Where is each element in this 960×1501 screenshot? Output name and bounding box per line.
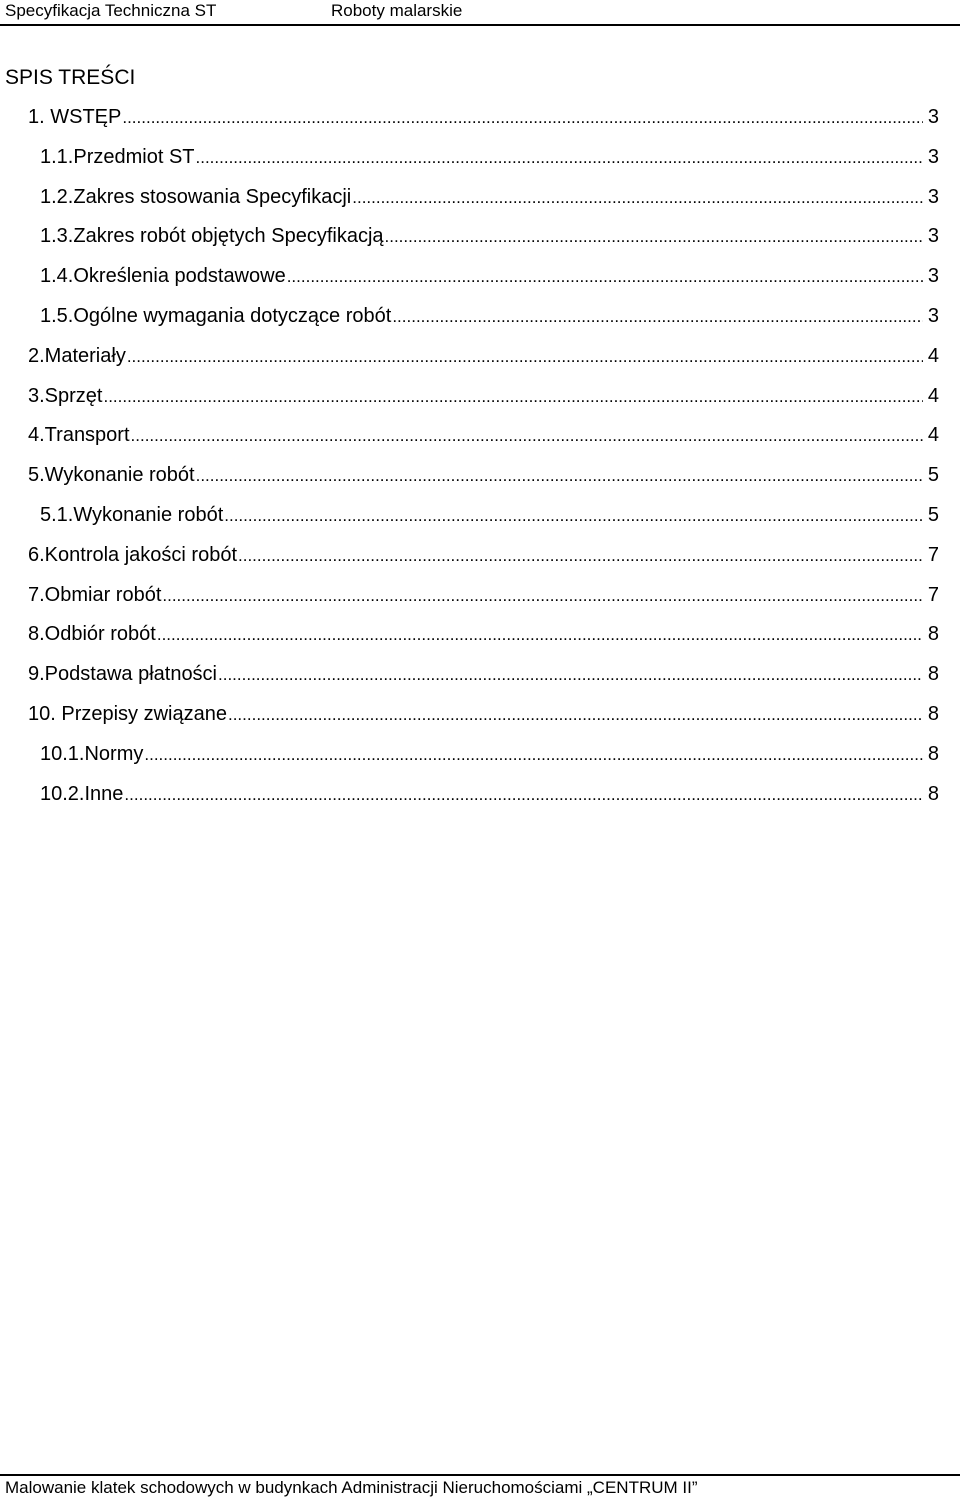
toc-entry-10-2[interactable] xyxy=(0,780,960,820)
toc-entry-page: 3 xyxy=(927,225,939,248)
toc-entry-8[interactable] xyxy=(0,620,960,660)
toc-entry-label: 7.Obmiar robót xyxy=(28,583,162,606)
toc-leader-dots xyxy=(157,621,923,649)
toc-entry-label: 1. WSTĘP xyxy=(28,106,122,128)
toc-entry-page: 3 xyxy=(927,304,939,327)
toc-entry-label: 3.Sprzęt xyxy=(28,384,103,407)
toc-leader-dots xyxy=(131,422,923,450)
toc-entry-page: 7 xyxy=(927,583,939,606)
toc-entry-label: 10. Przepisy związane xyxy=(28,702,227,725)
toc-entry-label: 1.3.Zakres robót objętych Specyfikacją xyxy=(40,225,384,248)
toc-entry-label: 8.Odbiór robót xyxy=(28,623,156,646)
toc-entry-5[interactable] xyxy=(0,461,960,501)
header-section-title: Roboty malarskie xyxy=(331,1,463,20)
toc-entry-page: 4 xyxy=(927,424,939,447)
toc-leader-dots xyxy=(103,383,922,411)
toc-entry-3[interactable] xyxy=(0,382,960,422)
toc-entry-5-1[interactable] xyxy=(0,501,960,541)
toc-leader-dots xyxy=(196,144,923,172)
toc-entry-page: 8 xyxy=(927,742,939,765)
toc-entry-page: 4 xyxy=(927,384,939,407)
toc-entry-1[interactable] xyxy=(0,103,960,143)
toc-entry-label: 1.2.Zakres stosowania Specyfikacji xyxy=(40,185,352,208)
toc-leader-dots xyxy=(196,462,923,490)
toc-entry-page: 8 xyxy=(927,623,939,646)
toc-leader-dots xyxy=(218,661,923,689)
toc-entry-10-1[interactable] xyxy=(0,740,960,780)
toc-entry-page: 7 xyxy=(927,543,939,566)
toc-leader-dots xyxy=(144,741,923,769)
toc-entry-page: 3 xyxy=(927,106,939,128)
toc-entry-6[interactable] xyxy=(0,541,960,581)
toc-entry-label: 5.1.Wykonanie robót xyxy=(40,503,224,526)
toc-entry-label: 6.Kontrola jakości robót xyxy=(28,543,238,566)
toc-entry-1-2[interactable] xyxy=(0,183,960,223)
toc-entry-2[interactable] xyxy=(0,342,960,382)
toc-entry-4[interactable] xyxy=(0,421,960,461)
toc-entry-label: 5.Wykonanie robót xyxy=(28,464,195,487)
toc-leader-dots xyxy=(228,701,923,729)
toc-entry-7[interactable] xyxy=(0,581,960,621)
toc-entry-page: 3 xyxy=(927,265,939,288)
toc-title[interactable]: SPIS TREŚCI xyxy=(5,66,136,89)
toc-entry-label: 1.5.Ogólne wymagania dotyczące robót xyxy=(40,304,392,327)
toc-entry-1-1[interactable] xyxy=(0,143,960,183)
toc-entry-page: 8 xyxy=(927,663,939,686)
toc-entry-page: 5 xyxy=(927,503,939,526)
toc-leader-dots xyxy=(238,542,923,570)
toc-entry-page: 3 xyxy=(927,185,939,208)
toc-entry-1-5[interactable] xyxy=(0,302,960,342)
toc-entry-page: 4 xyxy=(927,344,939,367)
toc-entry-10[interactable] xyxy=(0,700,960,740)
toc-entry-1-4[interactable] xyxy=(0,262,960,302)
toc-entry-page: 8 xyxy=(927,782,939,805)
toc-entry-9[interactable] xyxy=(0,660,960,700)
toc-leader-dots xyxy=(287,263,923,291)
toc-entry-label: 10.2.Inne xyxy=(40,782,124,805)
toc-leader-dots xyxy=(224,502,923,530)
page-header xyxy=(0,0,960,26)
toc-leader-dots xyxy=(124,781,922,809)
toc-leader-dots xyxy=(122,104,923,132)
toc-leader-dots xyxy=(385,223,923,251)
toc-leader-dots xyxy=(392,303,923,331)
header-document-type: Specyfikacja Techniczna ST xyxy=(5,1,217,20)
toc-entry-label: 9.Podstawa płatności xyxy=(28,663,218,686)
table-of-contents xyxy=(0,103,960,819)
toc-leader-dots xyxy=(162,582,922,610)
footer-text: Malowanie klatek schodowych w budynkach Administracji Nieruchomościami „CENTRUM II” xyxy=(5,1478,698,1497)
toc-leader-dots xyxy=(127,343,923,371)
toc-entry-label: 1.1.Przedmiot ST xyxy=(40,145,195,168)
toc-entry-label: 10.1.Normy xyxy=(40,742,144,765)
toc-entry-page: 3 xyxy=(927,145,939,168)
page-footer xyxy=(0,1474,960,1500)
toc-entry-page: 5 xyxy=(927,464,939,487)
toc-leader-dots xyxy=(352,184,923,212)
toc-entry-label: 4.Transport xyxy=(28,424,130,447)
toc-entry-page: 8 xyxy=(927,702,939,725)
toc-entry-label: 2.Materiały xyxy=(28,344,126,367)
toc-entry-1-3[interactable] xyxy=(0,222,960,262)
toc-entry-label: 1.4.Określenia podstawowe xyxy=(40,265,286,288)
